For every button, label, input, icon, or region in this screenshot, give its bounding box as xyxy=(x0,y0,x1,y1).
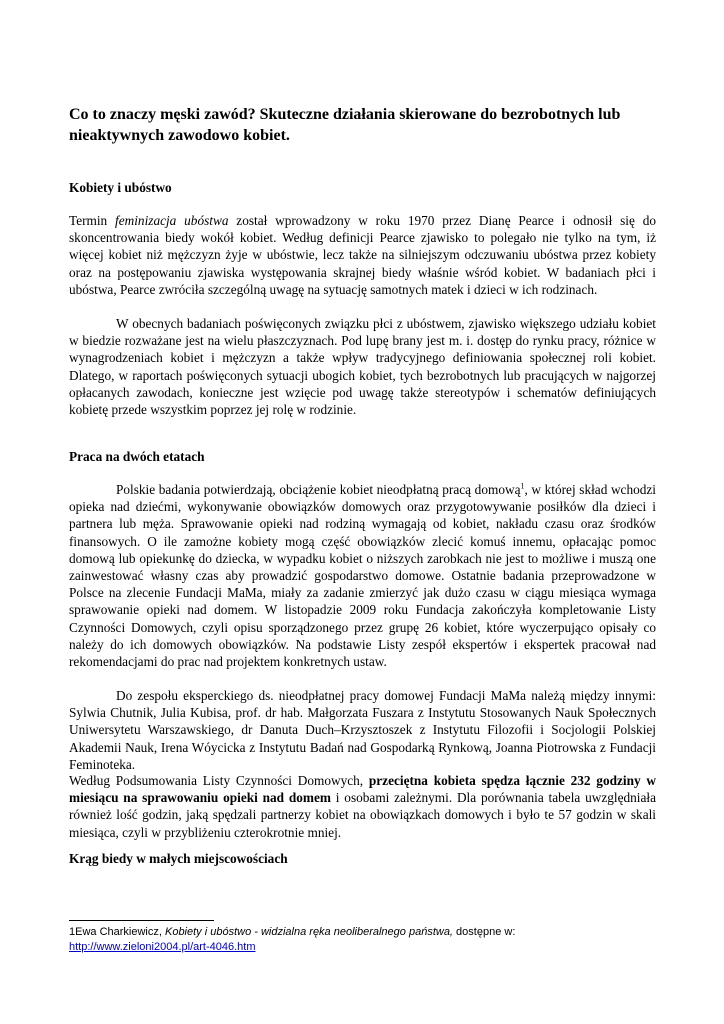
footnote-separator xyxy=(69,920,214,921)
bold-statistic: przeciętna kobieta spędza łącznie 232 godziny w miesiącu na sprawowaniu opieki nad domem xyxy=(69,773,656,806)
paragraph-text: , w której skład wchodzi opieka nad dziećmi, wykonywanie obowiązków domowych oraz przygotowywanie posiłków dla dzieci i partnera lub męża. Sprawowanie opieki nad rodziną wymagają od kobiet, nakładu czasu oraz środków finansowych. O ile zamożne kobiety mogą część obowiązków zlecić komuś innemu, opłacając pomoc domową lub opiekunkę do dziecka, w wypadku kobiet o niższych zarobkach nie jest to możliwe i muszą one zainwestować własny czas aby prowadzić gospodarstwo domowe. Ostatnie badania przeprowadzone w Polsce na zlecenie Fundacji MaMa, miały za zadanie zmierzyć jak dużo czasu w ciągu miesiąca wymaga sprawowanie opieki nad domem. W listopadzie 2009 roku Fundacja zakończyła kompletowanie Listy Czynności Domowych, czyli opisu sporządzonego przez grupę 26 kobiet, które wyczerpująco opisały co należy do ich domowych obowiązków. Na podstawie Listy zespół ekspertów i ekspertek pracował nad rekomendacjami do prac nad projektem konkretnych ustaw. xyxy=(69,482,656,670)
footnote-number: 1 xyxy=(69,926,76,938)
paragraph-text: został wprowadzony w roku 1970 przez Dianę Pearce i odnosił się do skoncentrowania biedy wokół kobiet. Według definicji Pearce zjawisko to polegało nie tylko na tym, iż więcej kobiet niż mężczyzn żyje w ubóstwie, lecz także na silniejszym odczuwaniu ubóstwa przez kobiety oraz na postępowaniu zjawiska występowania skrajnej biedy właśnie wśród kobiet. W badaniach płci i ubóstwa, Pearce zwróciła szczególną uwagę na sytuację samotnych matek i dzieci w ich rodzinach. xyxy=(69,213,656,297)
paragraph-summary-hours xyxy=(69,772,656,841)
emphasized-term: feminizacja ubóstwa xyxy=(115,213,229,228)
section-heading-poverty-circle: Krąg biedy w małych miejscowościach xyxy=(69,851,288,866)
paragraph-text: Termin xyxy=(69,213,116,228)
section-heading-poverty: Kobiety i ubóstwo xyxy=(69,180,172,195)
paragraph-text: i osobami zależnymi. Dla porównania tabela uwzględniała również lość godzin, jaką spędzali partnerzy kobiet na obowiązkach domowych i było te 57 godzin w skali miesiąca, czyli w przybliżeniu czterokrotnie mniej. xyxy=(69,790,656,840)
footnote-suffix: dostępne w: xyxy=(453,926,516,938)
paragraph-feminization-term xyxy=(69,212,656,298)
section-heading-double-work: Praca na dwóch etatach xyxy=(69,449,205,464)
paragraph-current-research: W obecnych badaniach poświęconych związku płci z ubóstwem, zjawisko większego udziału kobiet w biedzie rozważane jest na wielu płaszczyznach. Pod lupę brany jest m. i. dostęp do rynku pracy, różnice w wynagrodzeniach kobiet i mężczyzn a także wpływ tradycyjnego definiowania społecznej roli kobiet. Dlatego, w raportach poświęconych sytuacji ubogich kobiet, tych bezrobotnych lub pracujących w najgorzej opłacanych zawodach, konieczne jest wzięcie pod uwagę także stereotypów i schematów definiujących kobietę przede wszystkim poprzez jej rolę w rodzinie. xyxy=(69,316,656,418)
paragraph-text: Według Podsumowania Listy Czynności Domowych, xyxy=(69,773,369,788)
document-title: Co to znaczy męski zawód? Skuteczne działania skierowane do bezrobotnych lub nieaktywnych zawodowo kobiet. xyxy=(69,106,621,144)
paragraph-expert-team: Do zespołu eksperckiego ds. nieodpłatnej pracy domowej Fundacji MaMa należą między innymi: Sylwia Chutnik, Julia Kubisa, prof. dr hab. Małgorzata Fuszara z Instytutu Stosowanych Nauk Społecznych Uniwersytetu Warszawskiego, dr Danuta Duch–Krzysztoszek z Instytutu Filozofii i Socjologii Polskiej Akademii Nauk, Irena Wóycicka z Instytutu Badań nad Gospodarką Rynkową, Joanna Piotrowska z Fundacji Feminoteka. xyxy=(69,688,656,772)
paragraph-text: Polskie badania potwierdzają, obciążenie kobiet nieodpłatną pracą domową xyxy=(116,482,521,497)
footnote-work-title: Kobiety i ubóstwo - widzialna ręka neoliberalnego państwa, xyxy=(164,926,453,938)
footnote-reference: 1 xyxy=(520,481,525,491)
paragraph-domestic-work xyxy=(69,481,656,670)
footnote-line xyxy=(69,925,656,940)
footnote-link[interactable]: http://www.zieloni2004.pl/art-4046.htm xyxy=(69,941,256,953)
footnote xyxy=(69,925,656,955)
footnote-author: Ewa Charkiewicz, xyxy=(75,926,165,938)
